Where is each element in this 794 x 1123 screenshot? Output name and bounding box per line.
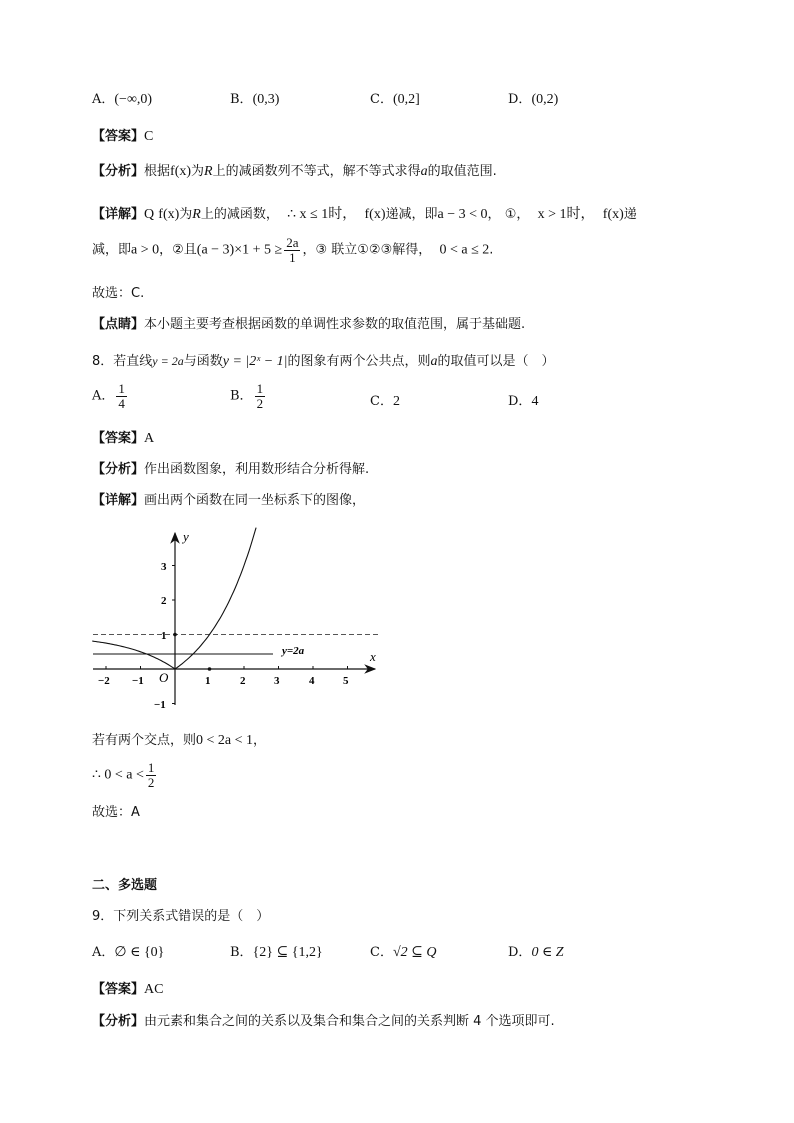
q9-option-b: B．{2} ⊆ {1,2} [230, 945, 323, 960]
q8-option-b: B． $\frac{1}{2}$ [230, 381, 264, 411]
q7-option-b: B．(0,3) [230, 92, 280, 107]
q8-detail: 【详解】画出两个函数在同一坐标系下的图像， [92, 493, 366, 508]
q9-option-d: D．0 ∈ Z [508, 945, 564, 960]
q7-option-c: C．(0,2] [370, 92, 420, 107]
q7-fraction: $\frac{2a}{1}$ [286, 235, 299, 265]
y-tick: 2 [161, 595, 167, 607]
q7-detail-line2: 减，即a > 0，②且(a − 3)×1 + 5 ≥ $\frac{2a}{1}$ ，③ 联立①②③解得， 0 < a ≤ 2. [92, 235, 494, 265]
q7-detail-line1: 【详解】Q f(x)为R上的减函数， ∴ x ≤ 1时， f(x)递减，即a − 3 < 0， ①， x > 1时， f(x)递 [92, 207, 637, 222]
q7-option-d: D．(0,2) [508, 92, 559, 107]
x-tick: −2 [98, 675, 110, 687]
q9-stem: 9．下列关系式错误的是（ ） [92, 909, 270, 924]
q8-option-a: A． $\frac{1}{4}$ [92, 381, 125, 411]
x-tick: 4 [309, 675, 315, 687]
q9-analysis: 【分析】由元素和集合之间的关系以及集合和集合之间的关系判断 4 个选项即可. [92, 1014, 555, 1029]
x-tick: 2 [240, 675, 246, 687]
q8-function-graph [88, 525, 388, 715]
origin-label: O [159, 670, 169, 685]
y-tick: 3 [161, 561, 167, 573]
q7-option-a: A．(−∞,0) [92, 92, 153, 107]
x-axis-label: x [370, 649, 376, 664]
curve-abs-2x-minus-1 [92, 528, 256, 669]
y-tick: −1 [154, 699, 166, 711]
y-tick: 1 [161, 630, 167, 642]
q8-analysis: 【分析】作出函数图象，利用数形结合分析得解. [92, 462, 370, 477]
line-label: y=2a [282, 645, 305, 657]
x-tick: 5 [343, 675, 349, 687]
x-tick: 3 [274, 675, 280, 687]
x-tick: −1 [132, 675, 144, 687]
q8-choose: 故选：A [92, 805, 140, 820]
q8-option-d: D．4 [508, 394, 539, 409]
q9-answer: 【答案】AC [92, 982, 164, 997]
y-axis-label: y [183, 529, 189, 544]
q8-result: ∴ 0 < a < $\frac{1}{2}$ [92, 760, 155, 790]
x-tick: 1 [205, 675, 211, 687]
q9-option-c: C．√2 ⊆ Q [370, 945, 437, 960]
q7-comment: 【点睛】本小题主要考查根据函数的单调性求参数的取值范围，属于基础题. [92, 317, 526, 332]
q8-answer: 【答案】A [92, 431, 155, 446]
q8-condition: 若有两个交点，则0 < 2a < 1， [92, 733, 267, 748]
q8-stem: 8．若直线y = 2a与函数y = |2ˣ − 1|的图象有两个公共点，则a的取值可以是（ ） [92, 354, 555, 369]
q7-analysis: 【分析】根据f(x)为R上的减函数列不等式，解不等式求得a的取值范围. [92, 164, 497, 179]
section-title: 二、多选题 [92, 878, 158, 893]
q8-option-c: C．2 [370, 394, 400, 409]
q7-answer: 【答案】C [92, 129, 154, 144]
q9-option-a: A．∅ ∈ {0} [92, 945, 165, 960]
q7-choose: 故选：C. [92, 286, 145, 301]
